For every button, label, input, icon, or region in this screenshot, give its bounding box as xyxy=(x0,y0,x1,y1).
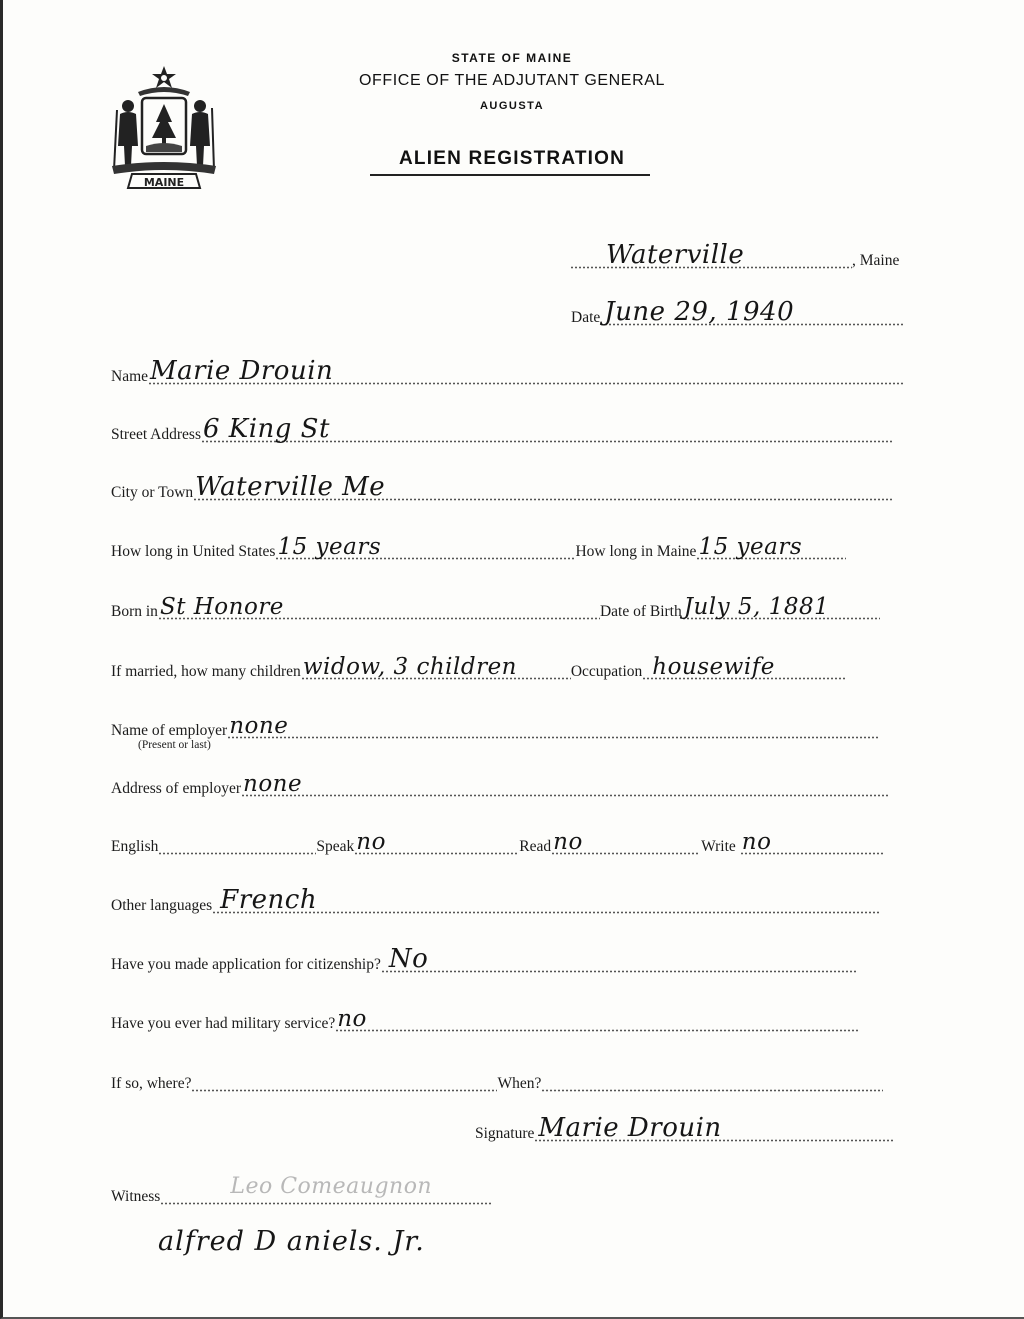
employer-label: Name of employer xyxy=(111,722,228,739)
children-value: widow, 3 children xyxy=(302,654,517,680)
city-line[interactable] xyxy=(193,472,892,504)
other-languages-value: French xyxy=(220,885,318,915)
witness-value: Leo Comeaugnon xyxy=(230,1174,433,1199)
name-row xyxy=(111,356,905,388)
employer-address-row xyxy=(111,772,888,800)
date-line[interactable] xyxy=(600,297,903,329)
when-line[interactable] xyxy=(541,1067,883,1095)
when-label: When? xyxy=(497,1075,542,1092)
english-label: English xyxy=(111,838,159,855)
children-row xyxy=(111,655,846,683)
children-line[interactable] xyxy=(301,655,571,683)
english-line[interactable] xyxy=(158,830,316,858)
date-value: June 29, 1940 xyxy=(604,297,795,327)
born-row xyxy=(111,595,880,623)
maine-line[interactable] xyxy=(696,535,846,563)
born-line[interactable] xyxy=(158,595,600,623)
us-value: 15 years xyxy=(277,534,382,560)
witness-second-signature: alfred D aniels. Jr. xyxy=(158,1226,425,1257)
seal-text: MAINE xyxy=(143,176,185,189)
occupation-line[interactable] xyxy=(642,655,846,683)
where-row xyxy=(111,1067,883,1095)
name-line[interactable] xyxy=(148,356,905,388)
signature-label: Signature xyxy=(475,1125,535,1142)
children-label: If married, how many children xyxy=(111,663,301,680)
other-languages-label: Other languages xyxy=(111,897,213,914)
witness-line[interactable] xyxy=(160,1174,492,1208)
born-value: St Honore xyxy=(159,594,284,620)
place-suffix: , Maine xyxy=(852,252,900,269)
witness-row xyxy=(111,1174,492,1208)
where-label: If so, where? xyxy=(111,1075,192,1092)
city-row xyxy=(111,472,892,504)
employer-line[interactable] xyxy=(227,714,878,742)
military-value: no xyxy=(337,1006,367,1032)
place-value: Waterville xyxy=(606,240,745,270)
read-line[interactable] xyxy=(551,830,699,858)
employer-value: none xyxy=(229,713,289,739)
employer-sublabel: (Present or last) xyxy=(138,739,211,751)
military-line[interactable] xyxy=(335,1007,859,1035)
write-line[interactable] xyxy=(740,830,884,858)
citizenship-row xyxy=(111,944,856,976)
employer-address-label: Address of employer xyxy=(111,780,241,797)
place-line[interactable] xyxy=(570,240,852,272)
employer-address-value: none xyxy=(243,771,303,797)
citizenship-label: Have you made application for citizenship? xyxy=(111,956,381,973)
dob-line[interactable] xyxy=(682,595,880,623)
street-row xyxy=(111,414,894,446)
maine-label: How long in Maine xyxy=(575,543,697,560)
header-state: STATE OF MAINE xyxy=(451,51,573,65)
header-city: AUGUSTA xyxy=(479,100,545,112)
us-row xyxy=(111,535,846,563)
citizenship-value: No xyxy=(388,944,429,974)
us-line[interactable] xyxy=(275,535,575,563)
speak-label: Speak xyxy=(316,838,355,855)
title-underline xyxy=(370,174,650,176)
date-row xyxy=(571,297,903,329)
employer-row xyxy=(111,714,878,742)
employer-address-line[interactable] xyxy=(241,772,888,800)
english-row xyxy=(111,830,884,858)
signature-value: Marie Drouin xyxy=(538,1113,722,1143)
date-label: Date xyxy=(571,309,601,326)
occupation-value: housewife xyxy=(652,654,775,680)
where-line[interactable] xyxy=(191,1067,497,1095)
street-value: 6 King St xyxy=(202,414,330,444)
maine-value: 15 years xyxy=(698,534,803,560)
city-label: City or Town xyxy=(111,484,194,501)
other-languages-row xyxy=(111,885,880,917)
dob-label: Date of Birth xyxy=(599,603,682,620)
write-label: Write xyxy=(701,838,736,855)
name-value: Marie Drouin xyxy=(150,356,334,386)
born-label: Born in xyxy=(111,603,158,620)
form-title: ALIEN REGISTRATION xyxy=(398,148,626,169)
name-label: Name xyxy=(111,368,149,385)
read-value: no xyxy=(553,829,583,855)
military-row xyxy=(111,1007,859,1035)
witness-label: Witness xyxy=(111,1188,161,1205)
signature-row xyxy=(475,1113,894,1145)
dob-value: July 5, 1881 xyxy=(683,594,830,620)
military-label: Have you ever had military service? xyxy=(111,1015,336,1032)
street-line[interactable] xyxy=(201,414,894,446)
street-label: Street Address xyxy=(111,426,201,443)
speak-value: no xyxy=(356,829,386,855)
other-languages-line[interactable] xyxy=(212,885,880,917)
citizenship-line[interactable] xyxy=(381,944,856,976)
speak-line[interactable] xyxy=(354,830,519,858)
occupation-label: Occupation xyxy=(570,663,643,680)
header-office: OFFICE OF THE ADJUTANT GENERAL xyxy=(358,72,666,89)
write-value: no xyxy=(741,829,772,855)
place-row xyxy=(570,240,900,272)
city-value: Waterville Me xyxy=(195,472,386,502)
signature-line[interactable] xyxy=(534,1113,894,1145)
us-label: How long in United States xyxy=(111,543,276,560)
read-label: Read xyxy=(519,838,552,855)
